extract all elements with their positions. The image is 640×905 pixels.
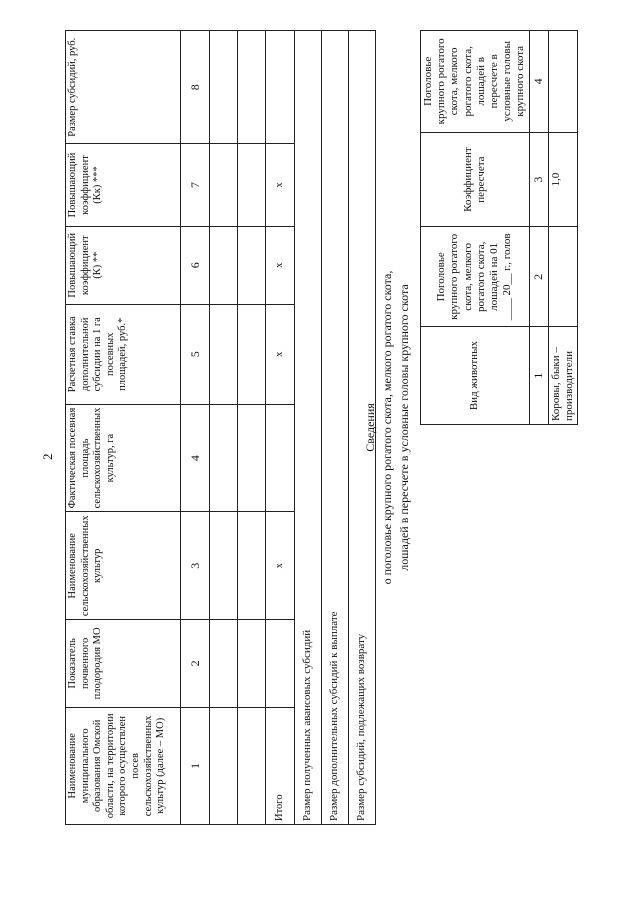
table-cell <box>548 227 577 327</box>
column-number: 7 <box>181 144 210 226</box>
header-cell: Фактическая посевная площадь сельскохозяйственных культур, га <box>66 404 181 512</box>
column-number: 2 <box>181 620 210 707</box>
table-cell <box>210 512 238 620</box>
animal-type: Коровы, быки – производители <box>548 327 577 425</box>
table-cell <box>210 144 238 226</box>
column-number: 6 <box>181 226 210 304</box>
header-cell: Повышающий коэффициент (Кк) *** <box>66 144 181 226</box>
table-cell <box>238 31 266 144</box>
column-number: 3 <box>181 512 210 620</box>
table-cell <box>548 31 577 133</box>
summary-label: Размер дополнительных субсидий к выплате <box>322 31 349 825</box>
summary-label: Размер полученных авансовых субсидий <box>295 31 322 825</box>
header-cell: Наименование муниципального образования Омской области, на территории которого осуществлен посев сельскохозяйственных культур (далее – МО) <box>66 707 181 824</box>
page-number: 2 <box>40 453 55 460</box>
header-cell: Размер субсидий, руб. <box>66 31 181 144</box>
table-cell <box>210 31 238 144</box>
column-number-row <box>529 31 548 425</box>
column-number: 1 <box>181 707 210 824</box>
column-number: 3 <box>529 132 548 227</box>
column-number-row <box>181 31 210 825</box>
table-cell <box>210 226 238 304</box>
table-cell <box>238 304 266 404</box>
table-header-row <box>421 31 530 425</box>
summary-label: Размер субсидий, подлежащих возврату <box>349 31 376 825</box>
table-cell <box>238 144 266 226</box>
table-cell: х <box>266 512 295 620</box>
header-cell: Вид животных <box>421 327 530 425</box>
table-cell <box>210 707 238 824</box>
table-cell <box>266 31 295 144</box>
conversion-factor: 1,0 <box>548 132 577 227</box>
table-cell <box>238 620 266 707</box>
column-number: 8 <box>181 31 210 144</box>
header-cell: Коэффициент пересчета <box>421 132 530 227</box>
summary-row <box>295 31 322 825</box>
summary-row <box>322 31 349 825</box>
header-cell: Поголовье крупного рогатого скота, мелкого рогатого скота, лошадей на 01 ____ 20__ г., голов <box>421 227 530 327</box>
table-row <box>548 31 577 425</box>
table-cell <box>210 620 238 707</box>
header-cell: Показатель почвенного плодородия МО <box>66 620 181 707</box>
subsidy-table <box>65 30 376 825</box>
table-cell <box>238 404 266 512</box>
table-cell <box>266 620 295 707</box>
column-number: 5 <box>181 304 210 404</box>
table-cell <box>238 226 266 304</box>
column-number: 1 <box>529 327 548 425</box>
column-number: 4 <box>181 404 210 512</box>
header-cell: Поголовье крупного рогатого скота, мелкого рогатого скота, лошадей в пересчете в условные головы крупного скота <box>421 31 530 133</box>
table-header-row <box>66 31 181 825</box>
table-cell <box>238 512 266 620</box>
table-cell <box>266 404 295 512</box>
total-label: Итого <box>266 707 295 824</box>
table-cell <box>210 304 238 404</box>
table-cell <box>210 404 238 512</box>
table-cell: х <box>266 226 295 304</box>
section-subtitle: лошадей в пересчете в условные головы крупного скота <box>397 284 411 571</box>
table-cell <box>238 707 266 824</box>
table-cell: х <box>266 144 295 226</box>
column-number: 2 <box>529 227 548 327</box>
total-row <box>266 31 295 825</box>
header-cell: Повышающий коэффициент (К) ** <box>66 226 181 304</box>
table-row <box>238 31 266 825</box>
header-cell: Наименование сельскохозяйственных культур <box>66 512 181 620</box>
header-cell: Расчетная ставка дополнительной субсидии на 1 га посевных площадей, руб.* <box>66 304 181 404</box>
table-cell: х <box>266 304 295 404</box>
livestock-table <box>420 30 578 425</box>
column-number: 4 <box>529 31 548 133</box>
section-title: Сведения <box>363 403 377 452</box>
section-subtitle: о поголовье крупного рогатого скота, мелкого рогатого скота, <box>380 270 394 585</box>
table-row <box>210 31 238 825</box>
